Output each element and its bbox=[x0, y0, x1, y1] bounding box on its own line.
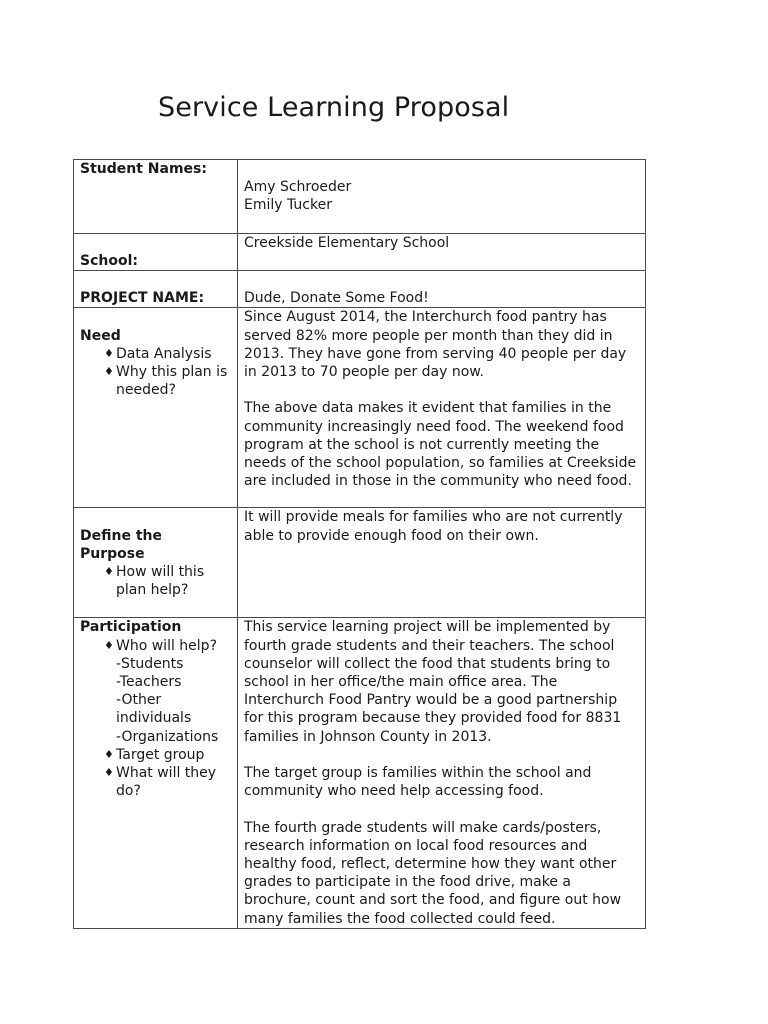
student-names-label: Student Names: bbox=[80, 161, 207, 177]
participation-paragraph: The fourth grade students will make cards/posters, research information on local food resources and healthy food, reflect, determine how they want other grades to participate in the food drive, make a brochure, count and sort the food, and figure out how many families the food collected could feed. bbox=[244, 819, 622, 927]
row-purpose bbox=[74, 508, 646, 618]
need-paragraph: Since August 2014, the Interchurch food pantry has served 82% more people per month than they did in 2013. They have gone from serving 40 people per day in 2013 to 70 people per day now. bbox=[244, 309, 627, 380]
participation-bullet: ♦ Who will help? bbox=[104, 637, 217, 654]
helper-item: -Students bbox=[116, 655, 184, 672]
participation-value-cell bbox=[238, 618, 646, 928]
participation-bullet: ♦ Target group bbox=[104, 746, 205, 763]
student-names-value-cell bbox=[238, 160, 646, 234]
need-bullet: ♦ Why this plan is needed? bbox=[104, 363, 228, 399]
project-name-label: PROJECT NAME: bbox=[80, 290, 205, 307]
proposal-table bbox=[73, 159, 646, 929]
participation-label-cell bbox=[74, 618, 238, 928]
need-paragraph: The above data makes it evident that families in the community increasingly need food. The weekend food program at the school is not currently meeting the needs of the school population, so families at Creekside are included in those in the community who need food. bbox=[244, 400, 637, 490]
purpose-value-cell bbox=[238, 508, 646, 618]
project-name-value-cell bbox=[238, 271, 646, 308]
need-label: Need bbox=[80, 327, 121, 344]
participation-paragraph: The target group is families within the school and community who need help accessing food. bbox=[244, 765, 592, 800]
school-label-cell bbox=[74, 234, 238, 271]
student-names-label-cell bbox=[74, 160, 238, 234]
student-name: Emily Tucker bbox=[244, 197, 332, 214]
helper-item: -Other individuals bbox=[116, 692, 192, 727]
helper-item: -Organizations bbox=[116, 728, 219, 745]
participation-label: Participation bbox=[80, 619, 182, 636]
diamond-bullet-icon: ♦ bbox=[104, 564, 114, 578]
student-name: Amy Schroeder bbox=[244, 179, 352, 196]
school-label: School: bbox=[80, 253, 138, 270]
diamond-bullet-icon: ♦ bbox=[104, 747, 114, 761]
row-school bbox=[74, 234, 646, 271]
purpose-label-cell bbox=[74, 508, 238, 618]
diamond-bullet-icon: ♦ bbox=[104, 346, 114, 360]
participation-paragraph: This service learning project will be implemented by fourth grade students and their teachers. The school counselor will collect the food that students bring to school in her office/the main office area. The Interchurch Food Pantry would be a good partnership for this program because they provided food for 8831 families in Johnson County in 2013. bbox=[244, 619, 622, 745]
row-project-name bbox=[74, 271, 646, 308]
row-participation bbox=[74, 618, 646, 928]
row-student-names bbox=[74, 160, 646, 234]
purpose-label: Define the Purpose bbox=[80, 527, 162, 562]
purpose-bullet: ♦ How will this plan help? bbox=[104, 563, 205, 599]
project-name-label-cell bbox=[74, 271, 238, 308]
diamond-bullet-icon: ♦ bbox=[104, 638, 114, 652]
school-value-cell bbox=[238, 234, 646, 271]
helper-item: -Teachers bbox=[116, 674, 182, 690]
row-need bbox=[74, 308, 646, 508]
document-title: Service Learning Proposal bbox=[158, 92, 510, 123]
need-value-cell bbox=[238, 308, 646, 508]
school-value: Creekside Elementary School bbox=[244, 235, 450, 251]
diamond-bullet-icon: ♦ bbox=[104, 364, 114, 378]
participation-bullet: ♦ What will they do? bbox=[104, 765, 217, 800]
diamond-bullet-icon: ♦ bbox=[104, 766, 114, 780]
need-bullet: ♦ Data Analysis bbox=[104, 345, 212, 362]
need-label-cell bbox=[74, 308, 238, 508]
project-name-value: Dude, Donate Some Food! bbox=[244, 290, 429, 307]
purpose-text: It will provide meals for families who are not currently able to provide enough food on their own. bbox=[244, 509, 623, 544]
